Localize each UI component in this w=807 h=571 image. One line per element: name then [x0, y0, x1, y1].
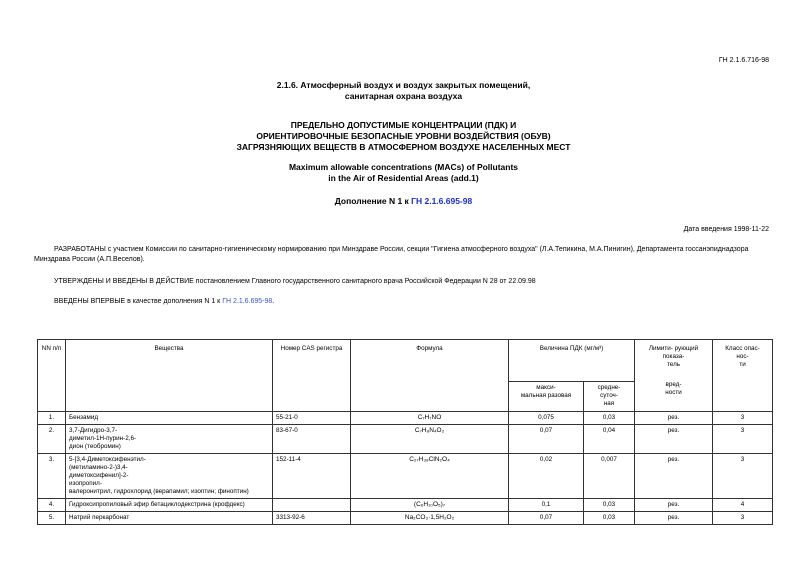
document-code: ГН 2.1.6.716-98 — [718, 57, 769, 64]
substance-line: диметил-1Н-пурин-2,6- — [69, 435, 137, 442]
header-hazard-line: ти — [739, 361, 746, 368]
substance-line: валеронитрил, гидрохлорид (верапамил; изоптин; финоптин) — [69, 488, 249, 495]
cell-class: 3 — [713, 425, 773, 454]
substance-line: изопропил- — [69, 480, 102, 487]
approved-line: УТВЕРЖДЕНЫ И ВВЕДЕНЫ В ДЕЙСТВИЕ постановлением Главного государственного санитарного врача Российской Федерации N 28 от 22.09.98 — [54, 278, 536, 285]
header-cas: Номер CAS регистра — [273, 340, 351, 412]
cell-class: 3 — [713, 512, 773, 525]
first-introduced-paragraph — [34, 297, 274, 307]
cell-daily: 0,04 — [584, 425, 635, 454]
intro-date: Дата введения 1998-11-22 — [683, 226, 769, 233]
table-row — [38, 512, 773, 525]
cell-formula: C₇H₇NO — [351, 412, 509, 425]
mac-table — [37, 339, 773, 525]
cell-max: 0,1 — [509, 499, 584, 512]
cell-max: 0,07 — [509, 512, 584, 525]
first-suffix: . — [272, 298, 275, 305]
cell-daily: 0,03 — [584, 512, 635, 525]
header-daily-line: суточ- — [600, 392, 618, 399]
header-limiting-line: тель — [666, 361, 681, 368]
developed-line: Минздрава России (А.П.Веселов). — [34, 256, 145, 263]
cell-limiting: рез. — [635, 425, 713, 454]
header-max-line: макси- — [536, 384, 556, 391]
cell-class: 3 — [713, 454, 773, 499]
header-max-single — [509, 382, 584, 412]
cell-class: 4 — [713, 499, 773, 512]
cell-formula: (C₆H₁₀O₅)₇ — [351, 499, 509, 512]
addendum-link[interactable]: ГН 2.1.6.695-98 — [411, 196, 473, 206]
cell-max: 0,07 — [509, 425, 584, 454]
header-pdk: Величина ПДК (мг/м³) — [509, 340, 635, 382]
cell-formula: Na₂CO₃·1,5H₂O₂ — [351, 512, 509, 525]
header-hazard-class — [713, 340, 773, 412]
cell-n: 4. — [38, 499, 66, 512]
cell-substance — [66, 454, 273, 499]
cell-n: 2. — [38, 425, 66, 454]
cell-daily: 0,007 — [584, 454, 635, 499]
table-row — [38, 499, 773, 512]
substance-line: диметоксифенил]-2- — [69, 472, 129, 479]
header-max-line: мальная разовая — [520, 392, 572, 399]
cell-substance — [66, 512, 273, 525]
cell-max: 0,02 — [509, 454, 584, 499]
table-row — [38, 425, 773, 454]
main-title-line: ЗАГРЯЗНЯЮЩИХ ВЕЩЕСТВ В АТМОСФЕРНОМ ВОЗДУХЕ НАСЕЛЕННЫХ МЕСТ — [236, 142, 571, 152]
header-daily-line: ная — [603, 400, 615, 407]
cell-max: 0,075 — [509, 412, 584, 425]
substance-line: 5-[3,4-Диметоксифенэтил- — [69, 456, 146, 463]
cell-formula: C₂₇H₃₈ClN₂O₄ — [351, 454, 509, 499]
cell-limiting: рез. — [635, 499, 713, 512]
cell-substance — [66, 425, 273, 454]
header-limiting-line: Лимити- рующий — [648, 345, 699, 352]
section-title-line: санитарная охрана воздуха — [344, 91, 463, 101]
cell-cas: 152-11-4 — [273, 454, 351, 499]
main-title-line: ОРИЕНТИРОВОЧНЫЕ БЕЗОПАСНЫЕ УРОВНИ ВОЗДЕЙСТВИЯ (ОБУВ) — [256, 131, 551, 141]
developed-paragraph — [34, 245, 804, 265]
cell-daily: 0,03 — [584, 499, 635, 512]
approved-paragraph — [34, 277, 536, 287]
developed-line: РАЗРАБОТАНЫ с участием Комиссии по санитарно-гигиеническому нормированию при Минздраве России, секции "Гигиена атмосферного воздуха" (Л.А.Тепикина, М.А.Пинигин), Департамента госсанэпиднадзора — [54, 246, 749, 253]
cell-limiting: рез. — [635, 454, 713, 499]
header-limiting-line: ности — [665, 389, 682, 396]
substance-line: (метиламино-2-)3,4- — [69, 464, 128, 471]
cell-substance — [66, 499, 273, 512]
header-limiting-line: вред- — [665, 381, 682, 388]
header-limiting — [635, 340, 713, 412]
header-limiting-line: показа- — [662, 353, 685, 360]
first-link[interactable]: ГН 2.1.6.695-98 — [222, 298, 273, 305]
cell-daily: 0,03 — [584, 412, 635, 425]
cell-class: 3 — [713, 412, 773, 425]
cell-n: 3. — [38, 454, 66, 499]
english-title-line: in the Air of Residential Areas (add.1) — [328, 173, 479, 183]
cell-cas: 3313-92-6 — [273, 512, 351, 525]
table-row — [38, 412, 773, 425]
table-row — [38, 454, 773, 499]
main-title — [0, 120, 807, 153]
cell-substance — [66, 412, 273, 425]
substance-line: Гидроксипропиловый эфир бетациклодекстрина (крофдекс) — [69, 501, 245, 508]
cell-n: 5. — [38, 512, 66, 525]
header-daily-line: средне- — [597, 384, 621, 391]
english-title — [0, 162, 807, 184]
section-title — [0, 80, 807, 102]
header-substance: Вещества — [66, 340, 273, 412]
section-title-line: 2.1.6. Атмосферный воздух и воздух закрытых помещений, — [276, 80, 531, 90]
header-formula: Формула — [351, 340, 509, 412]
cell-formula: C₇H₈N₄O₂ — [351, 425, 509, 454]
first-prefix: ВВЕДЕНЫ ВПЕРВЫЕ в качестве дополнения N 1 к — [54, 298, 223, 305]
header-nn: NN п/п — [38, 340, 66, 412]
header-daily — [584, 382, 635, 412]
cell-cas: 83-67-0 — [273, 425, 351, 454]
cell-limiting: рез. — [635, 512, 713, 525]
substance-line: 3,7-Дигидро-3,7- — [69, 427, 118, 434]
header-hazard-line: нос- — [736, 353, 749, 360]
substance-line: Бензамид — [69, 414, 99, 421]
cell-limiting: рез. — [635, 412, 713, 425]
header-hazard-line: Класс опас- — [725, 345, 760, 352]
substance-line: дион (теобромин) — [69, 443, 121, 450]
cell-cas: 55-21-0 — [273, 412, 351, 425]
cell-cas — [273, 499, 351, 512]
english-title-line: Maximum allowable concentrations (MACs) of Pollutants — [288, 162, 519, 172]
substance-line: Натрий перкарбонат — [69, 514, 130, 521]
addendum-heading — [0, 196, 807, 206]
main-title-line: ПРЕДЕЛЬНО ДОПУСТИМЫЕ КОНЦЕНТРАЦИИ (ПДК) И — [290, 120, 517, 130]
cell-n: 1. — [38, 412, 66, 425]
addendum-prefix: Дополнение N 1 к — [334, 196, 412, 206]
